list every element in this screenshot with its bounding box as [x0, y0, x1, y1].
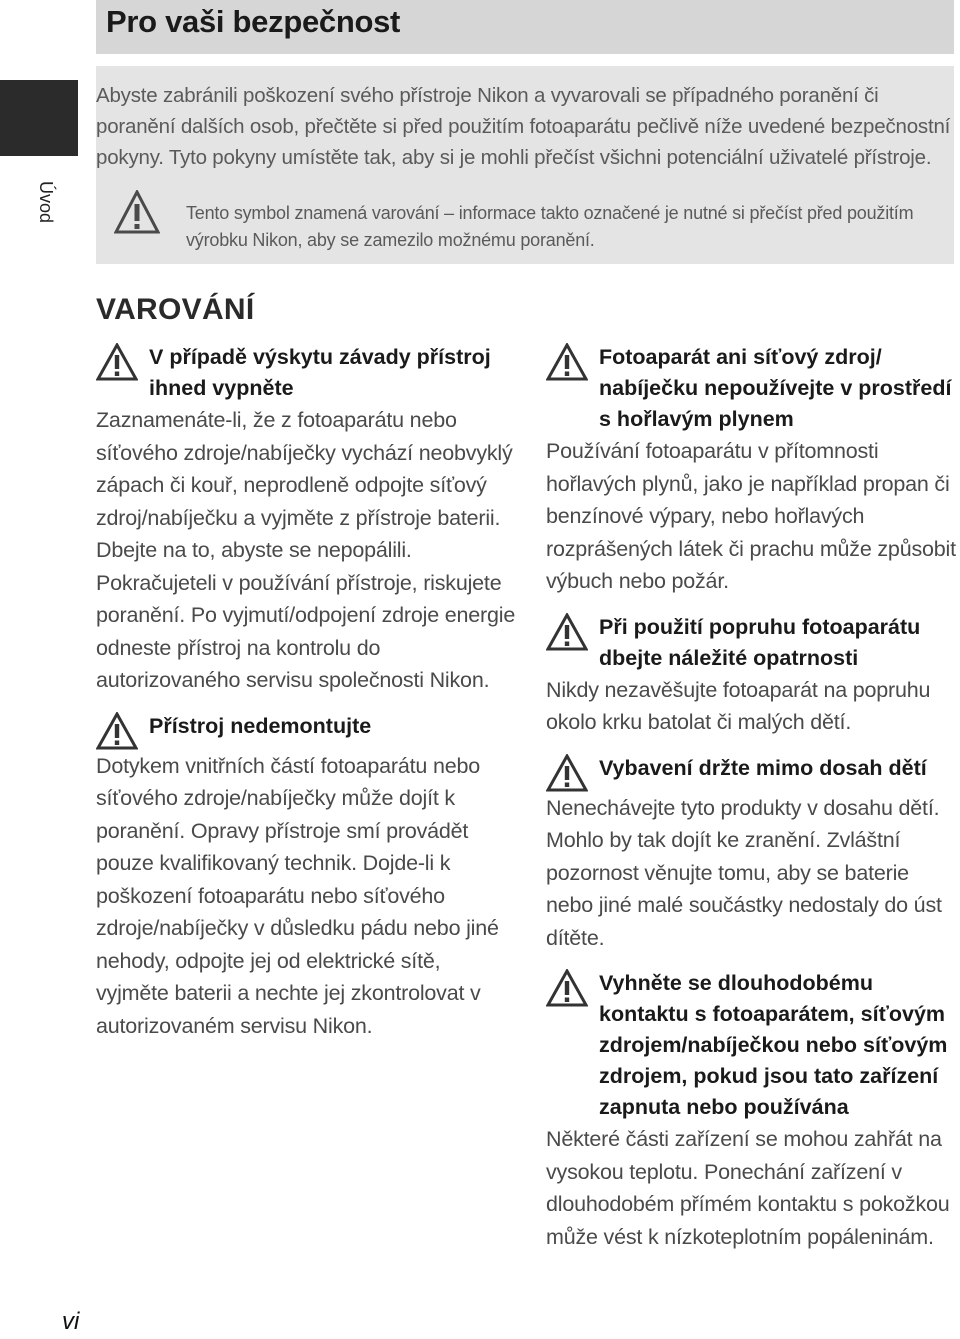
warning-title: Přístroj nedemontujte: [149, 713, 372, 738]
warning-title: Fotoaparát ani síťový zdroj/ nabíječku nepoužívejte v prostředí s hořlavým plynem: [599, 345, 952, 431]
title-bar: [96, 0, 954, 54]
warning-title: V případě výskytu závady přístroj ihned vypněte: [149, 345, 491, 400]
warning-item: [96, 342, 516, 697]
left-column: [96, 342, 516, 1056]
warning-body: Dotykem vnitřních částí fotoaparátu nebo síťového zdroje/nabíječky může dojít k poranění. Opravy přístroje smí provádět pouze kvalifikovaný technik. Dojde-li k poškození fotoaparátu nebo síťového zdroje/nabíječky v důsledku pádu nebo jiné nehody, odpojte jej od elektrické sítě, vyjměte baterii a nechte jej zkontrolovat v autorizovaném servisu Nikon.: [96, 753, 499, 1038]
warning-item: [546, 612, 956, 739]
warning-triangle-icon: [546, 969, 588, 1007]
warning-header: [546, 612, 956, 674]
warning-header: [96, 711, 516, 750]
warning-header: [546, 968, 956, 1123]
warning-triangle-icon: [96, 343, 138, 381]
warning-body: Některé části zařízení se mohou zahřát na vysokou teplotu. Ponechání zařízení v dlouhodobém přímém kontaktu s pokožkou může vést k nízkoteplotním popáleninám.: [546, 1127, 950, 1249]
warning-item: [546, 968, 956, 1253]
warning-body: Nenechávejte tyto produkty v dosahu dětí. Mohlo by tak dojít ke zranění. Zvláštní pozornost věnujte tomu, aby se baterie nebo jiné malé součástky nedostaly do úst dítěte.: [546, 795, 942, 950]
warning-triangle-icon: [546, 343, 588, 381]
warning-triangle-icon: [546, 754, 588, 792]
right-column: [546, 342, 956, 1267]
warning-header: [96, 342, 516, 404]
warning-triangle-icon: [96, 712, 138, 750]
warning-body: Používání fotoaparátu v přítomnosti hořlavých plynů, jako je například propan či benzínové výpary, nebo hořlavých rozprášených látek či prachu může způsobit výbuch nebo požár.: [546, 439, 956, 593]
section-heading: VAROVÁNÍ: [96, 293, 255, 326]
warning-triangle-icon: [114, 190, 160, 234]
warning-header: [546, 753, 956, 792]
side-chapter-label: Úvod: [36, 181, 56, 224]
warning-header: [546, 342, 956, 435]
page-title: Pro vaši bezpečnost: [106, 4, 401, 39]
side-tab-marker: [0, 80, 78, 156]
intro-text: Abyste zabránili poškození svého přístroje Nikon a vyvarovali se případného poranění či poranění dalších osob, přečtěte si před použitím fotoaparátu pečlivě níže uvedené bezpečnostní pokyny. Tyto pokyny umístěte tak, aby si je mohli přečíst všichni potenciální uživatelé přístroje.: [96, 84, 951, 169]
warning-title: Vyhněte se dlouhodobému kontaktu s fotoaparátem, síťovým zdrojem/nabíječkou nebo síťovým zdrojem, pokud jsou tato zařízení zapnuta nebo používána: [599, 971, 948, 1119]
warning-item: [546, 342, 956, 598]
intro-box: [96, 66, 954, 264]
warning-title: Vybavení držte mimo dosah dětí: [599, 755, 927, 780]
page-number: vi: [62, 1308, 80, 1335]
warning-triangle-icon: [546, 613, 588, 651]
warning-title: Při použití popruhu fotoaparátu dbejte náležité opatrnosti: [599, 614, 921, 670]
intro-symbol-explanation: Tento symbol znamená varování – informace takto označené je nutné si přečíst před použitím výrobku Nikon, aby se zamezilo možnému poranění.: [186, 203, 914, 250]
warning-item: [546, 753, 956, 955]
warning-body: Nikdy nezavěšujte fotoaparát na popruhu okolo krku batolat či malých dětí.: [546, 677, 931, 734]
warning-item: [96, 711, 516, 1043]
warning-body: Zaznamenáte-li, že z fotoaparátu nebo síťového zdroje/nabíječky vychází neobvyklý zápach či kouř, neprodleně odpojte síťový zdroj/nabíječku a vyjměte z přístroje baterii. Dbejte na to, abyste se nepopálili. Pokračujeteli v používání přístroje, riskujete poranění. Po vyjmutí/odpojení zdroje energie odneste přístroj na kontrolu do autorizovaného servisu společnosti Nikon.: [96, 408, 516, 692]
